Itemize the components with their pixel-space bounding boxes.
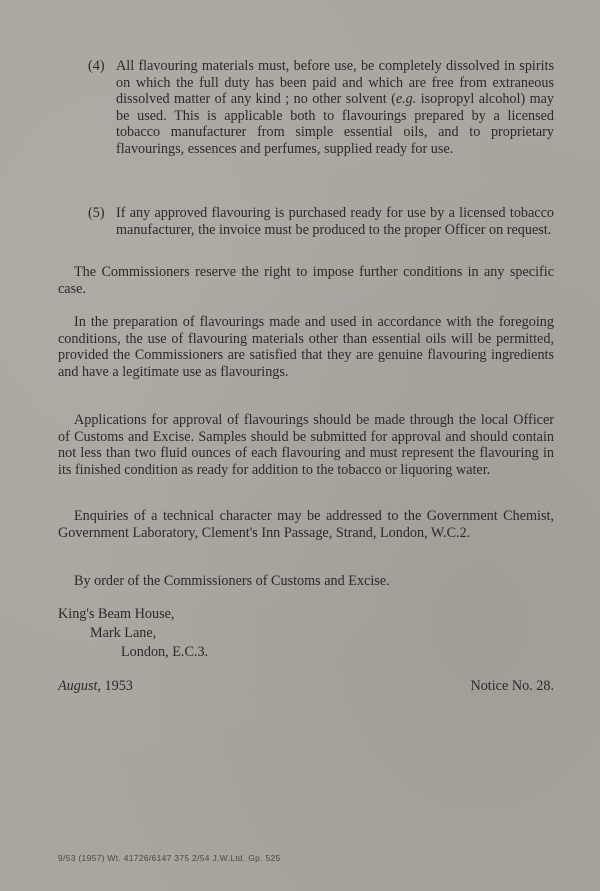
item-number: (4) <box>88 58 105 74</box>
paragraph-by-order: By order of the Commissioners of Customs and Excise. <box>74 573 390 589</box>
address-line-1: King's Beam House, <box>58 606 175 622</box>
item-4 <box>88 58 554 158</box>
date: August, 1953 <box>58 678 133 694</box>
address-line-3: London, E.C.3. <box>121 644 209 660</box>
notice-number: Notice No. 28. <box>470 678 554 694</box>
item-number: (5) <box>88 205 105 221</box>
item-text: If any approved flavouring is purchased ready for use by a licensed tobacco manufacturer, the invoice must be produced to the proper Officer on request. <box>116 205 554 238</box>
address-line-2: Mark Lane, <box>90 625 157 641</box>
item-5 <box>88 205 554 238</box>
paragraph-conditions: The Commissioners reserve the right to impose further conditions in any specific case. <box>58 264 554 297</box>
printer-imprint: 9/53 (1957) Wt. 41726/6147 375 2/54 J.W.Ltd. Gp. 525 <box>58 853 281 863</box>
paragraph-applications: Applications for approval of flavourings should be made through the local Officer of Customs and Excise. Samples should be submitted for approval and should contain not less than two fluid ounces of each flavouring and must represent the flavouring in its finished condition as ready for addition to the tobacco or liquoring water. <box>58 412 554 478</box>
item-text: All flavouring materials must, before use, be completely dissolved in spirits on which the full duty has been paid and which are free from extraneous dissolved matter of any kind ; no other solvent (e.g. isopropyl alcohol) may be used. This is applicable both to flavourings prepared by a licensed tobacco manufacturer from simple essential oils, and to proprietary flavourings, essences and perfumes, supplied ready for use. <box>116 58 554 157</box>
paragraph-enquiries: Enquiries of a technical character may be addressed to the Government Chemist, Government Laboratory, Clement's Inn Passage, Strand, London, W.C.2. <box>58 508 554 541</box>
paragraph-preparation: In the preparation of flavourings made and used in accordance with the foregoing conditions, the use of flavouring materials other than essential oils will be permitted, provided the Commissioners are satisfied that they are genuine flavouring ingredients and have a legitimate use as flavourings. <box>58 314 554 380</box>
